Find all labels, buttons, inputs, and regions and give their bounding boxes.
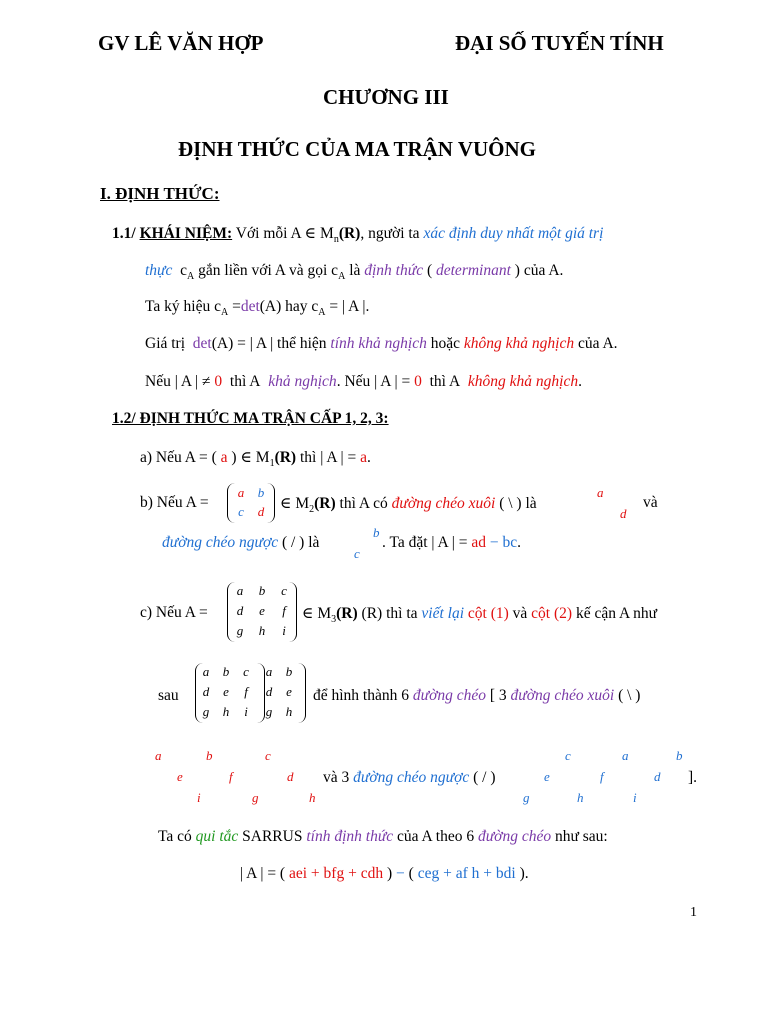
main-diagonals-illustration (150, 745, 320, 805)
anti-diagonal-entry: c (565, 748, 571, 763)
main-diagonal-entry: e (177, 769, 183, 784)
after-word: sau (158, 687, 179, 704)
main-diag-d: d (620, 506, 627, 521)
main-diagonal-entry: b (206, 748, 213, 763)
extended-matrix-entry: a (265, 664, 273, 679)
sarrus-line: Ta có qui tắc SARRUS tính định thức của A theo 6 đường chéo như sau: (158, 828, 608, 845)
anti-diagonal-entry: i (633, 790, 637, 805)
extended-matrix-entry: f (244, 684, 248, 699)
definition-line-2: thực $c_A$ gắn liền với A và gọi $c_A$ là định thức ( determinant ) của A. (145, 262, 564, 283)
chapter-title: CHƯƠNG III (323, 85, 449, 109)
definition-line-4: Giá trị det(A) = | A | thể hiện tính khả nghịch hoặc không khả nghịch của A. (145, 335, 618, 352)
anti-diagonal-entry: b (676, 748, 683, 763)
extended-matrix-entry: b (222, 664, 230, 679)
matrix-entry: c (281, 583, 287, 598)
extended-matrix-entry: c (243, 664, 249, 679)
extended-matrix-entry: g (202, 704, 210, 719)
extended-matrix-entry: g (265, 704, 273, 719)
extended-matrix-entry: i (244, 704, 248, 719)
extended-matrix-entry: d (202, 684, 210, 699)
definition-line-3: Ta ký hiệu $c_A =\det(A)$ hay $c_A$ = | A |. (145, 298, 370, 319)
main-diagonal-entry: a (155, 748, 162, 763)
extended-matrix-entry: h (222, 704, 230, 719)
main-diagonal-entry: g (252, 790, 259, 805)
order-1-line: a) Nếu A = ( a ) ∈ $M_1(R)$ thì | A | = a. (140, 449, 371, 470)
diagonals-line: để hình thành 6 đường chéo [ 3 đường chéo xuôi ( \ ) (313, 687, 641, 704)
order-2-line-2: đường chéo ngược ( / ) là (162, 534, 320, 551)
anti-diagonal-entry: d (654, 769, 661, 784)
anti-diag-b: b (373, 525, 380, 540)
order-3-line: c) Nếu A = (140, 604, 208, 621)
order-2-determinant: . Ta đặt | A | = ad − bc. (382, 534, 522, 551)
main-diagonal-entry: h (309, 790, 316, 805)
anti-diagonal-entry: g (523, 790, 530, 805)
and-word: và (643, 494, 658, 511)
main-diagonal-entry: d (287, 769, 294, 784)
extended-matrix-entry: b (285, 664, 293, 679)
matrix-entry: i (282, 623, 286, 638)
matrix-entry: b (258, 583, 266, 598)
anti-diagonal-entry: e (544, 769, 550, 784)
page-title: ĐỊNH THỨC CỦA MA TRẬN VUÔNG (178, 137, 537, 161)
order-2-line: b) Nếu A = (140, 494, 209, 511)
matrix-entry: a (236, 583, 244, 598)
definition-line-5: Nếu | A | ≠ 0 thì A khả nghịch. Nếu | A | = 0 thì A không khả nghịch. (145, 373, 582, 390)
definition-line-1: 1.1/ KHÁI NIỆM: Với mỗi A ∈ $M_n(R)$, người ta xác định duy nhất một giá trị (112, 225, 604, 246)
main-diagonal-entry: i (197, 790, 201, 805)
order-2-line-rest: ∈ $M_2(R)$ thì A có đường chéo xuôi ( \ ) là (280, 495, 537, 516)
extended-matrix-entry: h (285, 704, 293, 719)
extended-matrix-entry: d (265, 684, 273, 699)
sarrus-formula: | A | = ( aei + bfg + cdh ) − ( ceg + af h + bdi ). (240, 865, 529, 882)
anti-diagonal-entry: a (622, 748, 629, 763)
anti-diagonal-entry: h (577, 790, 584, 805)
matrix-entry: d (236, 603, 244, 618)
header-subject: ĐẠI SỐ TUYẾN TÍNH (455, 31, 664, 55)
order-3-line-rest: ∈ $M_3(R)$ (R) thì ta viết lại cột (1) và cột (2) kế cận A như (302, 605, 658, 626)
anti-diagonal-entry: f (600, 769, 604, 784)
main-diagonal-entry: c (265, 748, 271, 763)
extended-matrix-entry: a (202, 664, 210, 679)
anti-diagonals-text: và 3 đường chéo ngược ( / ) (323, 769, 496, 786)
page-number: 1 (690, 905, 697, 920)
subsection-heading: 1.2/ ĐỊNH THỨC MA TRẬN CẤP 1, 2, 3: (112, 410, 389, 427)
matrix-entry: g (236, 623, 244, 638)
matrix-3x3 (227, 582, 297, 642)
anti-diagonals-illustration (515, 745, 690, 805)
header-author: GV LÊ VĂN HỢP (98, 31, 264, 55)
extended-matrix-entry: e (223, 684, 229, 699)
anti-diag-c: c (354, 546, 360, 561)
matrix-entry: f (282, 603, 286, 618)
matrix-2x2: a b c d (227, 483, 275, 523)
section-heading: I. ĐỊNH THỨC: (100, 184, 220, 203)
main-diagonal-entry: f (229, 769, 233, 784)
main-diag-a: a (597, 485, 604, 500)
extended-matrix-entries (195, 663, 305, 723)
closing-bracket: ]. (688, 769, 698, 786)
matrix-entry: e (259, 603, 265, 618)
extended-matrix-entry: e (286, 684, 292, 699)
matrix-entry: h (258, 623, 266, 638)
